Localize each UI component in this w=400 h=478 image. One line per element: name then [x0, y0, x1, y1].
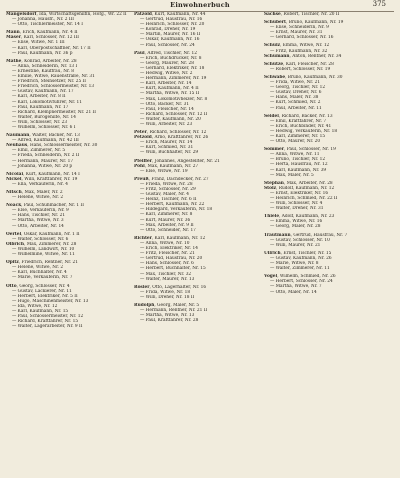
- entry-text: — Otto, Tischlermeister, Nr. 14 I: [12, 22, 83, 28]
- entry-text: — Martha, Witwe, Nr. 15 II: [140, 91, 200, 97]
- entry-text: — Gustav, Kaufmann, Nr. 17: [12, 89, 74, 95]
- entry-text: , Paul, Schlosser, Nr. 19: [284, 147, 336, 153]
- entry-surname: Pfeiffer: [134, 158, 152, 164]
- entry-text: — Gertrud, Hausfrau, Nr. 16: [140, 17, 203, 23]
- directory-entry: [264, 290, 388, 295]
- entry-text: — Ida, Witwe, Nr. 12: [12, 303, 58, 309]
- entry-text: — Karl, Zimmerer, Nr. 15: [270, 133, 326, 139]
- entry-text: , Robert, Tischler, Nr. 20 II: [280, 12, 340, 17]
- entry-text: , Richard, Bäcker, Nr. 13: [278, 113, 333, 119]
- entry-text: — Willi, Schlosser, Nr. 4: [270, 201, 323, 207]
- entry-text: — Kurt, Schmied, Nr. 2: [270, 100, 321, 106]
- entry-text: — Fritz, Schlosser, Nr. 29: [140, 187, 196, 192]
- entry-text: — Paul, Kaufmann, Nr. 17: [12, 104, 69, 110]
- entry-text: , Willi, Kraftfahrer, Nr. 19: [21, 176, 78, 182]
- entry-text: , Bruno, Kaufmann, Nr. 19: [285, 20, 344, 26]
- entry-text: — Karl, Oberpostschaffner, Nr. 17 II: [12, 45, 91, 51]
- entry-surname: Nickel: [6, 176, 22, 182]
- entry-text: — Willi, Maurer, Nr. 21: [270, 242, 321, 248]
- running-title: Einwohnerbuch: [170, 1, 230, 9]
- entry-surname: Pätzold: [134, 12, 152, 17]
- entry-text: , Richard, Schlosser, Nr. 12: [146, 130, 207, 136]
- entry-text: — Hans, Schlosser, Nr. 6: [140, 261, 194, 267]
- column-1: [6, 12, 130, 472]
- entry-text: — Konrad, Dreher, Nr. 19: [140, 27, 196, 33]
- entry-text: — Herbert, Elektriker, Nr. 5 II: [12, 293, 78, 299]
- entry-text: — Karl, Kaufmann, Nr. 39: [270, 167, 327, 173]
- entry-text: — Walter, Lagerarbeiter, Nr. 9 II: [12, 324, 83, 330]
- entry-text: — Walter, Zimmerer, Nr. 11: [270, 266, 330, 272]
- entry-text: — Friedrich, Schlossermeister, Nr. 13: [12, 84, 95, 90]
- entry-text: — Karl, Kaufmann, Nr. 15: [12, 308, 69, 314]
- entry-text: — Gustav, Schlosser, Nr. 10: [270, 237, 330, 243]
- entry-text: — Gerhard, Schlosser, Nr. 16: [270, 35, 334, 41]
- entry-text: — Otto, Maurer, Nr. 20: [270, 139, 321, 145]
- entry-text: — Otto, Schneider, Nr. 17: [140, 227, 196, 233]
- entry-text: — Walter, Kaufmann, Nr. 20: [140, 116, 201, 122]
- entry-surname: Naumann: [6, 133, 30, 139]
- entry-surname: Schubert: [264, 20, 286, 26]
- entry-text: , Johannes, Angestellter, Nr. 21: [151, 158, 220, 164]
- entry-text: , Ernst, Tischler, Nr. 15: [280, 250, 332, 256]
- entry-text: , Georg, Schlosser, Nr. 4: [16, 283, 70, 289]
- entry-text: — Johanna, Witwe, Nr. 20 p: [12, 163, 73, 169]
- entry-text: — Fritz, Kaufmann, Nr. 32: [270, 48, 328, 54]
- entry-surname: Vogel: [264, 274, 278, 280]
- entry-surname: Sommer: [264, 147, 285, 153]
- page-number: 375: [372, 0, 386, 8]
- entry-text: , Friedrich, Rentner, Nr. 21: [18, 260, 79, 266]
- entry-text: — Max, Maler, Nr. 5: [270, 172, 314, 178]
- entry-text: — Herta, Hausfrau, Nr. 12: [270, 162, 328, 168]
- entry-text: — Karl, Zimmerer, Nr. 8: [140, 212, 193, 218]
- entry-text: — Otto, Bäcker, Nr. 31: [140, 101, 190, 107]
- entry-text: — Else, Verkäuferin, Nr. 9: [12, 208, 69, 214]
- entry-text: — Gerhard, Elektriker, Nr. 18: [140, 65, 205, 71]
- entry-text: , Gertrud, Hausfrau, Nr. 7: [290, 232, 348, 238]
- entry-text: — Gustav, Lackierer, Nr. 11: [12, 288, 72, 294]
- entry-text: — Erich, Elektriker, Nr. 14: [140, 246, 198, 252]
- entry-text: — Paul, Schlosser, Nr. 24: [140, 42, 195, 48]
- entry-surname: Schumann: [264, 53, 290, 59]
- entry-text: — Heinrich, Schlosser, Nr. 20: [140, 22, 205, 28]
- entry-text: — Else, Witwe, Nr. 19: [140, 168, 188, 174]
- entry-surname: Opitz: [6, 260, 19, 266]
- entry-text: — Georg, Maurer, Nr. 28: [140, 60, 194, 66]
- entry-text: , Karl, Schlosser, Nr. 12 III: [20, 35, 79, 41]
- entry-text: — Emil, Zimmerer, Nr. 5: [12, 148, 66, 154]
- entry-text: — Willi, Dreher, Nr. 18 II: [140, 294, 195, 300]
- entry-text: — Robert, Schlosser, Nr. 19: [270, 66, 331, 72]
- entry-surname: Stolz: [264, 185, 277, 191]
- entry-text: — Heinz, Tischler, Nr. 6 II: [140, 197, 197, 203]
- entry-text: — Wilhelm, Schlosser, Nr. 6 I: [12, 124, 76, 130]
- entry-text: , Max, Maler, Nr. 2: [21, 190, 63, 195]
- entry-text: — Hans, Maler, Nr. 38: [270, 95, 319, 101]
- entry-text: , Karl, Fleischer, Nr. 28: [283, 61, 334, 67]
- entry-text: — Kurt, Kaufmann, Nr. 4 II: [140, 86, 199, 92]
- entry-surname: Nicolai: [6, 171, 24, 177]
- entry-surname: Nitsch: [6, 190, 22, 195]
- entry-surname: Mathe: [6, 58, 22, 64]
- entry-text: — Helene, Witwe, Nr. 2: [12, 265, 64, 271]
- entry-surname: Olbrich: [6, 241, 25, 247]
- column-3: [264, 12, 388, 472]
- entry-text: — Hugo, Maschinenmeister, Nr. 13: [12, 298, 89, 304]
- entry-surname: Mäser: [6, 35, 21, 41]
- entry-surname: Peter: [134, 130, 147, 136]
- entry-text: — Gustav, Kaufmann, Nr. 26: [270, 255, 332, 261]
- entry-surname: Schwabe: [264, 74, 286, 80]
- entry-text: — Richard, Kraftfahrer, Nr. 15: [12, 319, 79, 325]
- entry-text: — Elise, Witwe, Nr. 1 III: [12, 40, 65, 46]
- entry-text: , Arno, Kraftfahrer, Nr. 26: [151, 135, 209, 141]
- entry-text: — Emilie, Witwe, Rauenstraße, Nr. 31: [12, 74, 95, 80]
- entry-text: — Erich, Maurer, Nr. 14: [140, 140, 193, 146]
- entry-text: — Max, Lokomotivheizer, Nr. 8: [140, 96, 208, 102]
- entry-surname: Seidel: [264, 113, 279, 119]
- entry-text: — Ernst, Elektriker, Nr. 16: [270, 190, 329, 196]
- entry-surname: Mann: [6, 30, 20, 36]
- entry-text: — Hermann, Maurer, Nr. 17: [12, 158, 74, 164]
- entry-text: — Erich, Buchbinder, Nr. 41: [270, 123, 332, 129]
- entry-text: — Martha, Witwe, Nr. 7: [270, 284, 322, 290]
- entry-text: — Martha, Witwe, Nr. 13: [140, 313, 195, 319]
- entry-text: , Kurt, Kaufmann, Nr. 14 I: [23, 171, 80, 177]
- entry-text: , Alfred, Tischler, Nr. 12: [144, 50, 197, 56]
- entry-text: — Wilhelmine, Witwe, Nr. 11: [12, 252, 75, 258]
- column-2: [134, 12, 258, 472]
- entry-text: — Hedwig, Witwe, Nr. 2: [140, 71, 193, 77]
- entry-text: — Karl, Arbeiter, Nr. 14: [140, 81, 192, 87]
- entry-text: , Ida, Wirtschaftsgehilfin, Hofg., Wr. 22 II: [36, 12, 127, 17]
- entry-surname: Thiele: [264, 214, 280, 220]
- entry-text: — Anna, Witwe, Nr. 11: [270, 152, 320, 158]
- entry-text: — Helene, Witwe, Nr. 2: [12, 195, 64, 201]
- entry-text: — Gertrud, Hausfrau, Nr. 20: [140, 256, 203, 262]
- entry-text: — Ernst, Maurer, Nr. 31: [270, 30, 323, 36]
- entry-text: — Richard, Schlosser, Nr. 12 II: [140, 111, 208, 117]
- entry-text: — Georg, Tischler, Nr. 12: [270, 85, 326, 91]
- entry-text: — Walter, Dreher, Nr. 31: [270, 206, 324, 212]
- entry-surname: Otto: [6, 283, 17, 289]
- entry-text: — Gustav, Maler, Nr. 4: [140, 192, 190, 198]
- entry-text: — Willi, Buchhalter, Nr. 29: [140, 150, 199, 156]
- entry-text: — Hermann, Zimmerer, Nr. 19: [140, 76, 207, 82]
- entry-text: — Herbert, Schlosser, Nr. 24: [270, 279, 333, 285]
- entry-surname: Petzold: [134, 135, 152, 141]
- entry-surname: Preuß: [134, 176, 149, 182]
- entry-surname: Schütze: [264, 61, 284, 67]
- entry-text: — Martin, Maurer, Nr. 16 II: [140, 32, 201, 38]
- entry-text: — Max, Arbeiter, Nr. 9 II: [140, 222, 194, 228]
- entry-surname: Stephan: [264, 180, 284, 186]
- entry-text: — Frida, Witwe, Nr. 18: [140, 289, 191, 295]
- entry-text: , Anton, Rentner, Nr. 34: [289, 53, 342, 59]
- entry-surname: Richter: [134, 235, 152, 241]
- directory-entry: [6, 324, 130, 329]
- entry-text: — Paul, Kraftfahrer, Nr. 28: [140, 318, 199, 324]
- entry-text: — Frieda, Schneiderin, Nr. 2 II: [12, 153, 80, 159]
- entry-text: — Paul, Kaufmann, Nr. 36 p: [12, 50, 73, 56]
- entry-text: — Frieda, Witwe, Nr. 28: [140, 181, 193, 187]
- entry-text: — Walter, Schlosser, Nr. 6: [12, 236, 69, 242]
- entry-text: , Hans, Schlossermeister, Nr. 30: [27, 143, 98, 149]
- entry-text: — Fritz, Fleischer, Nr. 21: [140, 251, 195, 257]
- entry-text: — Anna, Witwe, Nr. 10: [140, 240, 190, 246]
- entry-text: , Wilhelm, Schmied, Nr. 26: [277, 274, 336, 280]
- entry-text: , Konrad, Arbeiter, Nr. 28: [21, 58, 77, 64]
- entry-text: — Paul, Fleischer, Nr. 14: [140, 106, 194, 112]
- entry-text: — Hedwig, Verkäuferin, Nr. 18: [270, 128, 338, 134]
- entry-surname: Sachse: [264, 12, 281, 17]
- entry-surname: Rudolph: [134, 302, 155, 308]
- entry-text: — Karl, Lokomotivführer, Nr. 11: [12, 99, 82, 105]
- entry-text: — Oskar, Kaufmann, Nr. 16: [140, 37, 200, 43]
- entry-text: — Herbert, Kaufmann, Nr. 22: [140, 202, 205, 208]
- entry-text: , Adolf, Kaufmann, Nr. 23: [279, 214, 335, 220]
- entry-text: — Karl, Arbeiter, Nr. 8 II: [12, 94, 66, 100]
- entry-text: — Ernestine, Kauffrau, Nr. 8: [12, 68, 75, 74]
- entry-text: , Otto, Lagerhalter, Nr. 16: [149, 284, 207, 290]
- entry-surname: Ullrich: [264, 250, 281, 256]
- entry-surname: Trautmann: [264, 232, 291, 238]
- entry-surname: Rösler: [134, 284, 150, 290]
- entry-text: — Friedrich, Steinsetzer, Nr. 25 II: [12, 79, 86, 85]
- entry-text: — Paul, Schlossermeister, Nr. 12: [12, 314, 84, 320]
- entry-text: — Willi, Schlosser, Nr. 23: [12, 119, 68, 125]
- directory-entry: [134, 318, 258, 323]
- entry-text: — Martha, Witwe, Nr. 3: [12, 218, 64, 224]
- entry-text: — Alfred, Kaufmann, Nr. 42 III: [12, 138, 79, 144]
- entry-text: — Paul, Arbeiter, Nr. 11: [270, 105, 322, 111]
- entry-text: , Karl, Kaufmann, Nr. 12: [151, 235, 206, 241]
- entry-text: — Emil, Kraftfahrer, Nr. 7: [270, 118, 327, 124]
- entry-text: — Kurt, Schmied, Nr. 31: [140, 145, 194, 151]
- entry-text: — Herbert, Buchhalter, Nr. 15: [140, 266, 206, 272]
- entry-text: — Richard, Klempnermeister, Nr. 21 II: [12, 109, 96, 115]
- entry-surname: Noack: [6, 203, 22, 209]
- entry-text: — Otto, Arbeiter, Nr. 14: [12, 223, 64, 229]
- entry-surname: Pohl: [134, 163, 145, 169]
- entry-text: — Hans, Tischler, Nr. 21: [12, 213, 66, 219]
- entry-text: , Paul, Schuhmacher, Nr. 1 II: [21, 203, 84, 209]
- entry-text: , Franz, Dachdecker, Nr. 27: [148, 176, 209, 182]
- entry-text: — Elise, Schneiderin, Nr. 9: [270, 25, 329, 31]
- entry-text: , Max, Kaufmann, Nr. 27: [144, 163, 199, 169]
- entry-text: — Walter, Bürogehilfe, Nr. 14: [12, 114, 77, 120]
- entry-text: — Hildegard, Verkäuferin, Nr. 18: [140, 207, 213, 213]
- entry-text: — Max, Tischler, Nr. 32: [140, 271, 192, 277]
- entry-text: — Heinrich, Schmied, Nr. 22 II: [270, 196, 338, 201]
- entry-text: , Erich, Kaufmann, Nr. 4 II: [19, 30, 78, 36]
- entry-text: , Max, Zimmerer, Nr. 28: [24, 241, 77, 247]
- entry-text: — Hermann, Rentner, Nr. 21 II: [140, 308, 208, 314]
- entry-text: — Johanna, Hausfr., Nr. 2 III: [12, 17, 74, 23]
- entry-text: — Emma, Witwe, Nr. 16: [270, 219, 323, 225]
- entry-text: — Marie, Verkäuferin, Nr. 7: [12, 275, 73, 281]
- entry-text: — Frida, Witwe, Nr. 21: [270, 80, 321, 86]
- entry-surname: Paul: [134, 50, 145, 56]
- entry-text: , Rudolf, Kaufmann, Nr. 12: [276, 185, 335, 191]
- entry-text: — Otto, Maler, Nr. 14: [270, 289, 317, 295]
- entry-text: — Willi, Arbeiter, Nr. 23: [140, 121, 193, 127]
- entry-text: — Bruno, Tischler, Nr. 12: [270, 157, 326, 163]
- entry-text: — Wilhelm, Landwirt, Nr. 10: [12, 246, 75, 252]
- entry-text: , Georg, Maler, Nr. 5: [154, 302, 200, 308]
- entry-surname: Neuhaus: [6, 143, 28, 149]
- entry-surname: Mangelsdorf: [6, 12, 37, 17]
- entry-text: — Erich, Buchdrucker, Nr. 8: [140, 55, 202, 61]
- entry-text: — Anna, Schneiderin, Nr. 13 I: [12, 63, 78, 69]
- entry-text: — Marie, Witwe, Nr. 8: [270, 261, 319, 267]
- entry-text: , Walter, Bäcker, Nr. 13: [29, 133, 80, 139]
- entry-text: — Gustav, Dreher, Nr. 6: [270, 90, 322, 96]
- entry-surname: Oertel: [6, 231, 22, 237]
- entry-text: — Georg, Maler, Nr. 28: [270, 224, 321, 230]
- entry-text: , Bruno, Kaufmann, Nr. 30: [285, 74, 343, 80]
- entry-text: — Karl, Buchhalter, Nr. 4: [12, 270, 67, 276]
- entry-text: , Oskar, Kaufmann, Nr. 1 II: [21, 231, 80, 237]
- entry-text: — Ella, Verkäuferin, Nr. 4: [12, 181, 68, 187]
- entry-text: — Walter, Maurer, Nr. 13: [140, 276, 195, 282]
- entry-text: — Kurt, Maurer, Nr. 36: [140, 217, 191, 223]
- entry-text: , Kurt, Kaufmann, Nr. 44: [151, 12, 206, 17]
- entry-text: , Emma, Witwe, Nr. 12: [280, 43, 330, 49]
- entry-text: , Max, Arbeiter, Nr. 28: [283, 180, 333, 186]
- entry-surname: Schulz: [264, 43, 281, 49]
